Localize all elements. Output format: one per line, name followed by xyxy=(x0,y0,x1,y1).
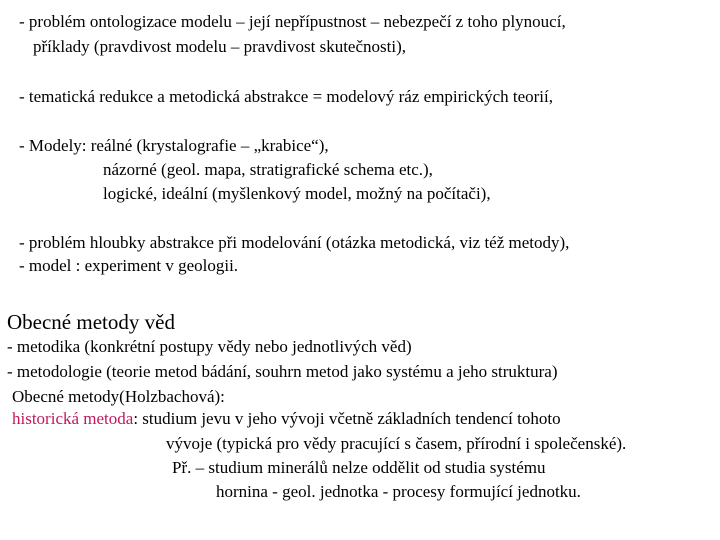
text-line-example-minerals: Př. – studium minerálů nelze oddělit od studia systému xyxy=(172,458,546,477)
text-line-ontologization: - problém ontologizace modelu – její nepřípustnost – nebezpečí z toho plynoucí, xyxy=(19,12,566,31)
text-line-methodics: - metodika (konkrétní postupy vědy nebo jednotlivých věd) xyxy=(7,337,412,356)
text-line-historical-method xyxy=(12,409,561,429)
historical-method-term: historická metoda xyxy=(12,409,134,428)
text-line-historical-cont: vývoje (typická pro vědy pracující s časem, přírodní i společenské). xyxy=(166,434,627,453)
text-line-abstraction-depth: - problém hloubky abstrakce při modelování (otázka metodická, viz též metody), xyxy=(19,233,570,252)
text-line-rock-unit: hornina - geol. jednotka - procesy formující jednotku. xyxy=(216,482,581,501)
text-line-general-methods: Obecné metody(Holzbachová): xyxy=(12,387,225,406)
text-line-model-experiment: - model : experiment v geologii. xyxy=(19,256,239,275)
text-line-methodology: - metodologie (teorie metod bádání, souhrn metod jako systému a jeho struktura) xyxy=(7,362,558,381)
text-line-models-logical: logické, ideální (myšlenkový model, možný na počítači), xyxy=(103,184,491,203)
text-line-models-illustrative: názorné (geol. mapa, stratigrafické schema etc.), xyxy=(103,160,433,179)
section-heading: Obecné metody věd xyxy=(7,310,175,334)
text-line-thematic-reduction: - tematická redukce a metodická abstrakce = modelový ráz empirických teorií, xyxy=(19,87,553,106)
text-line-examples: příklady (pravdivost modelu – pravdivost skutečnosti), xyxy=(33,37,406,56)
historical-method-definition: : studium jevu v jeho vývoji včetně základních tendencí tohoto xyxy=(133,409,561,428)
text-line-models: - Modely: reálné (krystalografie – „krabice“), xyxy=(19,136,329,155)
